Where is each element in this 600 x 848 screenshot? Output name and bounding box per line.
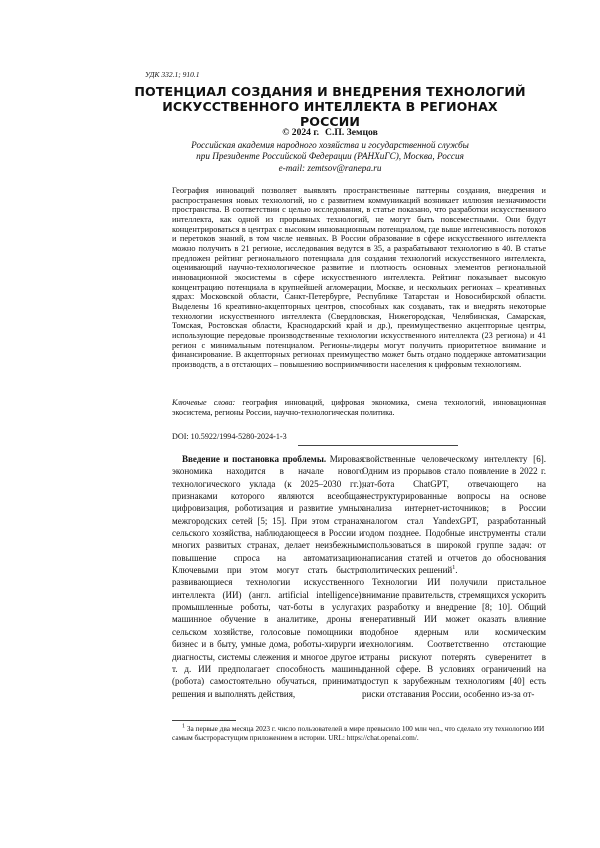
keywords-text: география инноваций, цифровая экономика, смена технологий, инновационная экосистема, регионы России, научно-технологическая политика. (172, 398, 546, 417)
body-column-right: свойственные человеческому интеллекту [6]. Одним из прорывов стало появление в 2022 г. чат-бота ChatGPT, отвечающего на неструктурированные вопросы на основе анализа интернет-источников; в России аналогом стал YandexGPT, разработанный годом позднее. Подобные инструменты стали использоваться в широкой группе задач: от написания статей и отчетов до обоснования политических решений$^1$. Технологии ИИ получили пристальное внимание правительств, стремящихся ускорить их разработку и внедрение [8; 10]. Общий генеративный ИИ может оказать влияние подобное ядерным или космическим технологиям. Соответственно отстающие страны рискуют потерять суверенитет в данной сфере. В условиях ограничений на доступ к зарубежным технологиям [40] есть риски отставания России, особенно из-за от- (362, 454, 546, 699)
author-name: С.П. Земцов (325, 127, 378, 138)
body-paragraph: Технологии ИИ получили пристальное внимание правительств, стремящихся ускорить их разработку и внедрение [8; 10]. Общий генеративный ИИ может оказать влияние подобное ядерным или космическим технологиям. Соответственно отстающие страны рискуют потерять суверенитет в данной сфере. В условиях ограничений на доступ к зарубежным технологиям [40] есть риски отставания России, особенно из-за от- (362, 577, 546, 699)
abstract: География инноваций позволяет выявлять пространственные паттерны создания, внедрения и распространения новых технологий, но с развитием коммуникаций возникает иллюзия незначимости пространства. В соответствии с целью исследования, в статье показано, что разработки искусственного интеллекта, как одной из прорывных технологий, не могут быть повсеместными. Они будут концентрироваться в центрах с высоким инновационным потенциалом, где выше интенсивность потоков и перетоков знаний, в том числе неявных. В России образование в сфере искусственного интеллекта можно получить в 21 регионе, исследования ведутся в 35, а разрабатывают технологию в 40. В статье предложен рейтинг регионального потенциала для создания технологий искусственного интеллекта, оценивающий научно-технологическое развитие и плотность основных элементов региональной инновационной экосистемы в сфере искусственного интеллекта. Рейтинг показывает высокую концентрацию потенциала в крупнейшей агломерации, Москве, и нескольких регионах – креативных ядрах: Московской области, Санкт-Петербурге, Республике Татарстан и Новосибирской области. Выделены 16 креативно-акцепторных центров, способных как создавать, так и внедрять некоторые технологии искусственного интеллекта (Свердловская, Нижегородская, Челябинская, Самарская, Томская, Ростовская области, Краснодарский край и др.), преимущественно акцепторные центры, использующие передовые производственные технологии искусственного интеллекта (23 региона) и 41 регион с минимальным потенциалом. Регионы-лидеры могут получить приоритетное внимание и финансирование. В акцепторных регионах преимущество может быть отдано поддержке автоматизации производств, а в отстающих – повышению восприимчивости населения к цифровым технологиям. (172, 186, 546, 369)
body-paragraph: свойственные человеческому интеллекту [6]. Одним из прорывов стало появление в 2022 г. чат-бота ChatGPT, отвечающего на неструктурированные вопросы на основе анализа интернет-источников; в России аналогом стал YandexGPT, разработанный годом позднее. Подобные инструменты стали использоваться в широкой группе задач: от написания статей и отчетов до обоснования политических решений (362, 454, 546, 576)
keywords (172, 398, 546, 418)
doi: DOI: 10.5922/1994-5280-2024-1-3 (172, 432, 287, 441)
footnote-divider (172, 720, 236, 721)
footnote-text: За первые два месяца 2023 г. число пользователей в мире превысило 100 млн чел., что сделало эту технологию ИИ самым быстрорастущим приложением в истории. URL: https://chat.openai.com/. (172, 724, 545, 743)
footnote (172, 724, 546, 742)
footnote-mark: 1 (182, 723, 185, 730)
body-column-left (172, 453, 364, 700)
keywords-label: Ключевые слова: (172, 398, 236, 407)
copyright-year: © 2024 г. (282, 127, 320, 138)
body-paragraph: Мировая экономика находится в начале нового технологического уклада (к 2025–2030 гг.), признаками которого являются всеобщая цифровизация, роботизация и развитие умных межгородских сетей [5; 15]. При этом странах сельского хозяйства, наблюдающееся в России и многих развитых странах, делает неизбежным повышение спроса на автоматизацию. Ключевыми при этом могут стать быстро развивающиеся технологии искусственного интеллекта (ИИ) (англ. artificial intelligence): промышленные роботы, чат-боты в услугах, машинное обучение в аналитике, дроны в сельском хозяйстве, голосовые помощники в бизнес и в быту, умные дома, роботы-хирурги и диагносты, системы слежения и многое другое и т. д. ИИ предполагает способность машины (робота) самостоятельно обучаться, принимать решения и выполнять действия, (172, 454, 364, 699)
affiliation-line-2: при Президенте Российской Федерации (РАНХиГС), Москва, Россия (196, 151, 464, 162)
author-email: e-mail: zemtsov@ranepa.ru (278, 162, 382, 173)
footnote-reference: 1 (452, 565, 456, 572)
section-divider (298, 445, 458, 446)
author-line (130, 127, 530, 138)
udc-code: УДК 332.1; 910.1 (145, 70, 200, 79)
section-heading: Введение и постановка проблемы. (182, 454, 327, 464)
article-title: ПОТЕНЦИАЛ СОЗДАНИЯ И ВНЕДРЕНИЯ ТЕХНОЛОГИЙ ИСКУССТВЕННОГО ИНТЕЛЛЕКТА В РЕГИОНАХ РОССИИ (134, 84, 526, 129)
affiliation (130, 140, 530, 174)
affiliation-line-1: Российская академия народного хозяйства и государственной службы (191, 140, 469, 150)
